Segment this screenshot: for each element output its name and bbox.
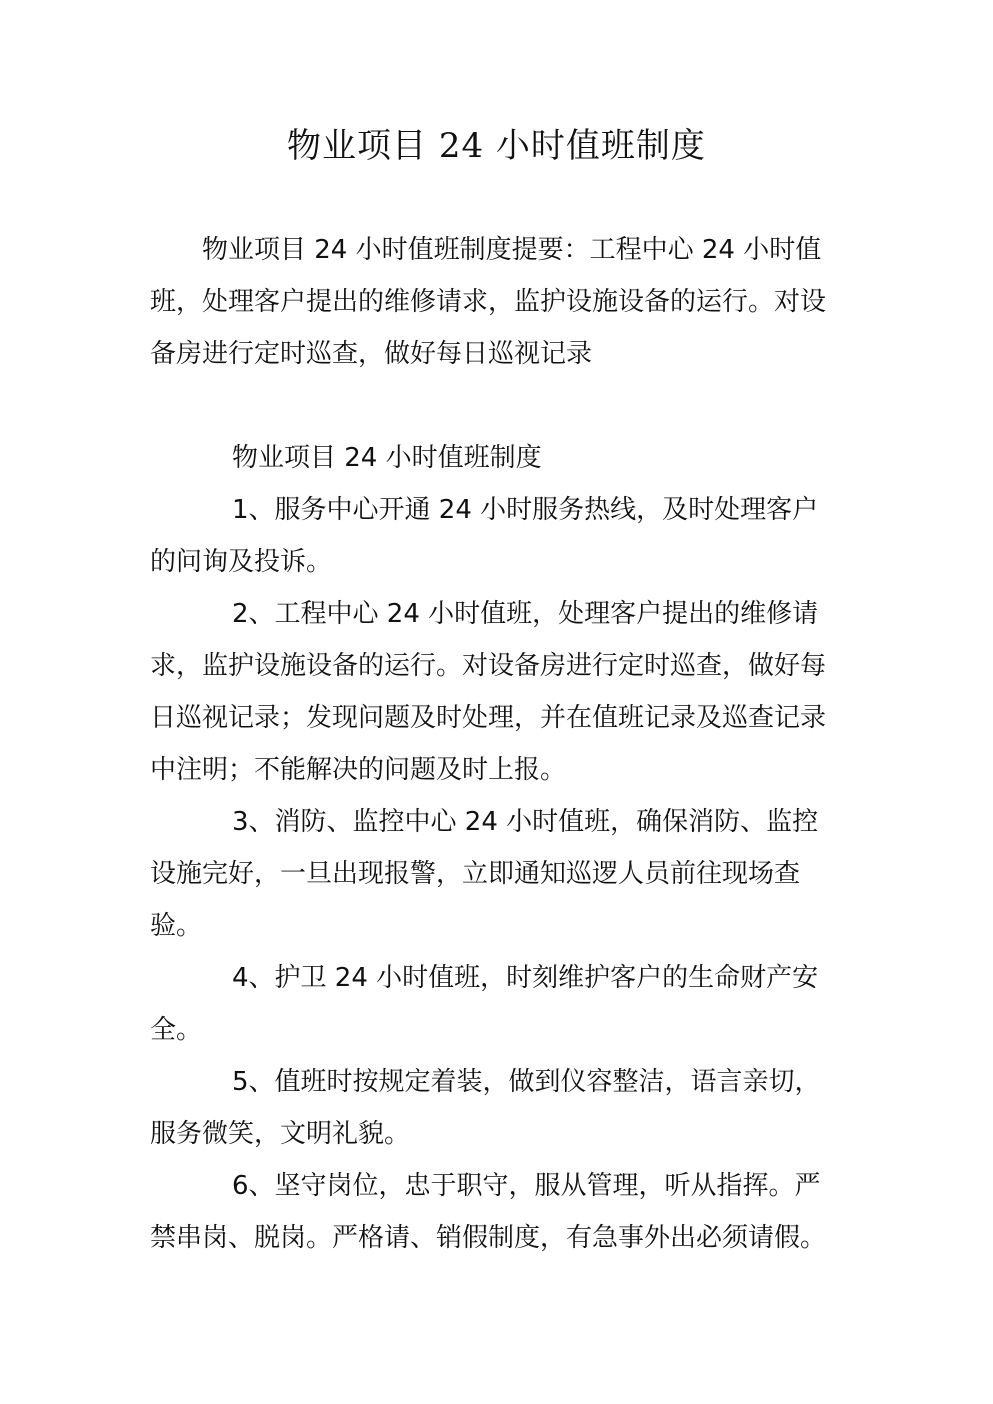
rules-section [150,432,840,1264]
rule-item-2: 2、工程中心 24 小时值班，处理客户提出的维修请求，监护设施设备的运行。对设备房进行定时巡查，做好每日巡视记录；发现问题及时处理，并在值班记录及巡查记录中注明；不能解决的问题及时上报。 [150,599,827,785]
rule-item-4: 4、护卫 24 小时值班，时刻维护客户的生命财产安全。 [150,963,819,1045]
rule-item-3: 3、消防、监控中心 24 小时值班，确保消防、监控设施完好，一旦出现报警，立即通知巡逻人员前往现场查验。 [150,807,819,941]
document-title: 物业项目 24 小时值班制度 [287,126,706,166]
summary-paragraph: 物业项目 24 小时值班制度提要：工程中心 24 小时值班，处理客户提出的维修请求，监护设施设备的运行。对设备房进行定时巡查，做好每日巡视记录 [150,235,827,369]
rule-item-6: 6、坚守岗位，忠于职守，服从管理，听从指挥。严禁串岗、脱岗。严格请、销假制度，有急事外出必须请假。 [150,1171,827,1253]
rule-item-5: 5、值班时按规定着装，做到仪容整洁，语言亲切，服务微笑，文明礼貌。 [150,1067,821,1149]
section-heading: 物业项目 24 小时值班制度 [232,443,542,473]
rule-item-1: 1、服务中心开通 24 小时服务热线，及时处理客户的问询及投诉。 [150,495,819,577]
